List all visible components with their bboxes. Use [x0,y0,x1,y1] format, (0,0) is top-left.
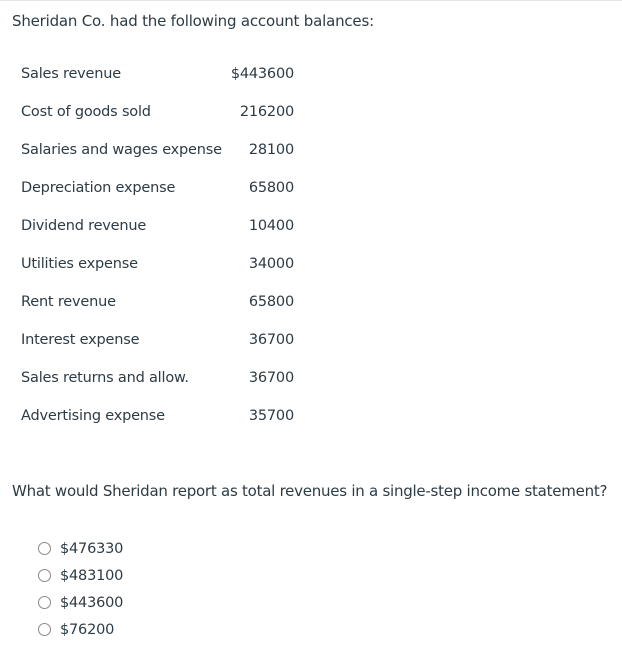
answer-option[interactable] [38,535,123,562]
account-value: 65800 [248,294,294,310]
account-value: 34000 [248,256,294,272]
account-label: Rent revenue [21,294,116,310]
account-row [21,93,301,131]
account-label: Depreciation expense [21,180,176,196]
account-label: Dividend revenue [21,218,147,234]
account-value: $443600 [230,66,294,82]
account-row [21,169,301,207]
answer-option-label[interactable]: $483100 [60,567,124,584]
account-row [21,359,301,397]
account-label: Cost of goods sold [21,104,151,120]
account-row [21,55,301,93]
account-value: 28100 [248,142,294,158]
account-row [21,397,301,435]
answer-option-label[interactable]: $476330 [60,540,124,557]
radio-button[interactable] [38,596,51,609]
account-row [21,207,301,245]
answer-option[interactable] [38,589,123,616]
account-value: 36700 [248,332,294,348]
account-row [21,283,301,321]
answer-options [38,535,123,643]
account-row [21,245,301,283]
account-value: 35700 [248,408,294,424]
question-text: What would Sheridan report as total revenues in a single-step income statement? [12,482,608,500]
account-row [21,131,301,169]
account-label: Salaries and wages expense [21,142,222,158]
problem-intro: Sheridan Co. had the following account balances: [12,12,374,30]
account-label: Sales revenue [21,66,121,82]
radio-button[interactable] [38,542,51,555]
account-label: Utilities expense [21,256,138,272]
answer-option-label[interactable]: $76200 [60,621,115,638]
account-label: Sales returns and allow. [21,370,189,386]
answer-option[interactable] [38,616,123,643]
answer-option-label[interactable]: $443600 [60,594,124,611]
account-label: Advertising expense [21,408,165,424]
account-value: 65800 [248,180,294,196]
account-value: 36700 [248,370,294,386]
top-divider [0,0,622,1]
radio-button[interactable] [38,623,51,636]
account-value: 216200 [239,104,294,120]
radio-button[interactable] [38,569,51,582]
answer-option[interactable] [38,562,123,589]
account-balances-table [21,55,301,435]
account-value: 10400 [248,218,294,234]
account-row [21,321,301,359]
account-label: Interest expense [21,332,140,348]
